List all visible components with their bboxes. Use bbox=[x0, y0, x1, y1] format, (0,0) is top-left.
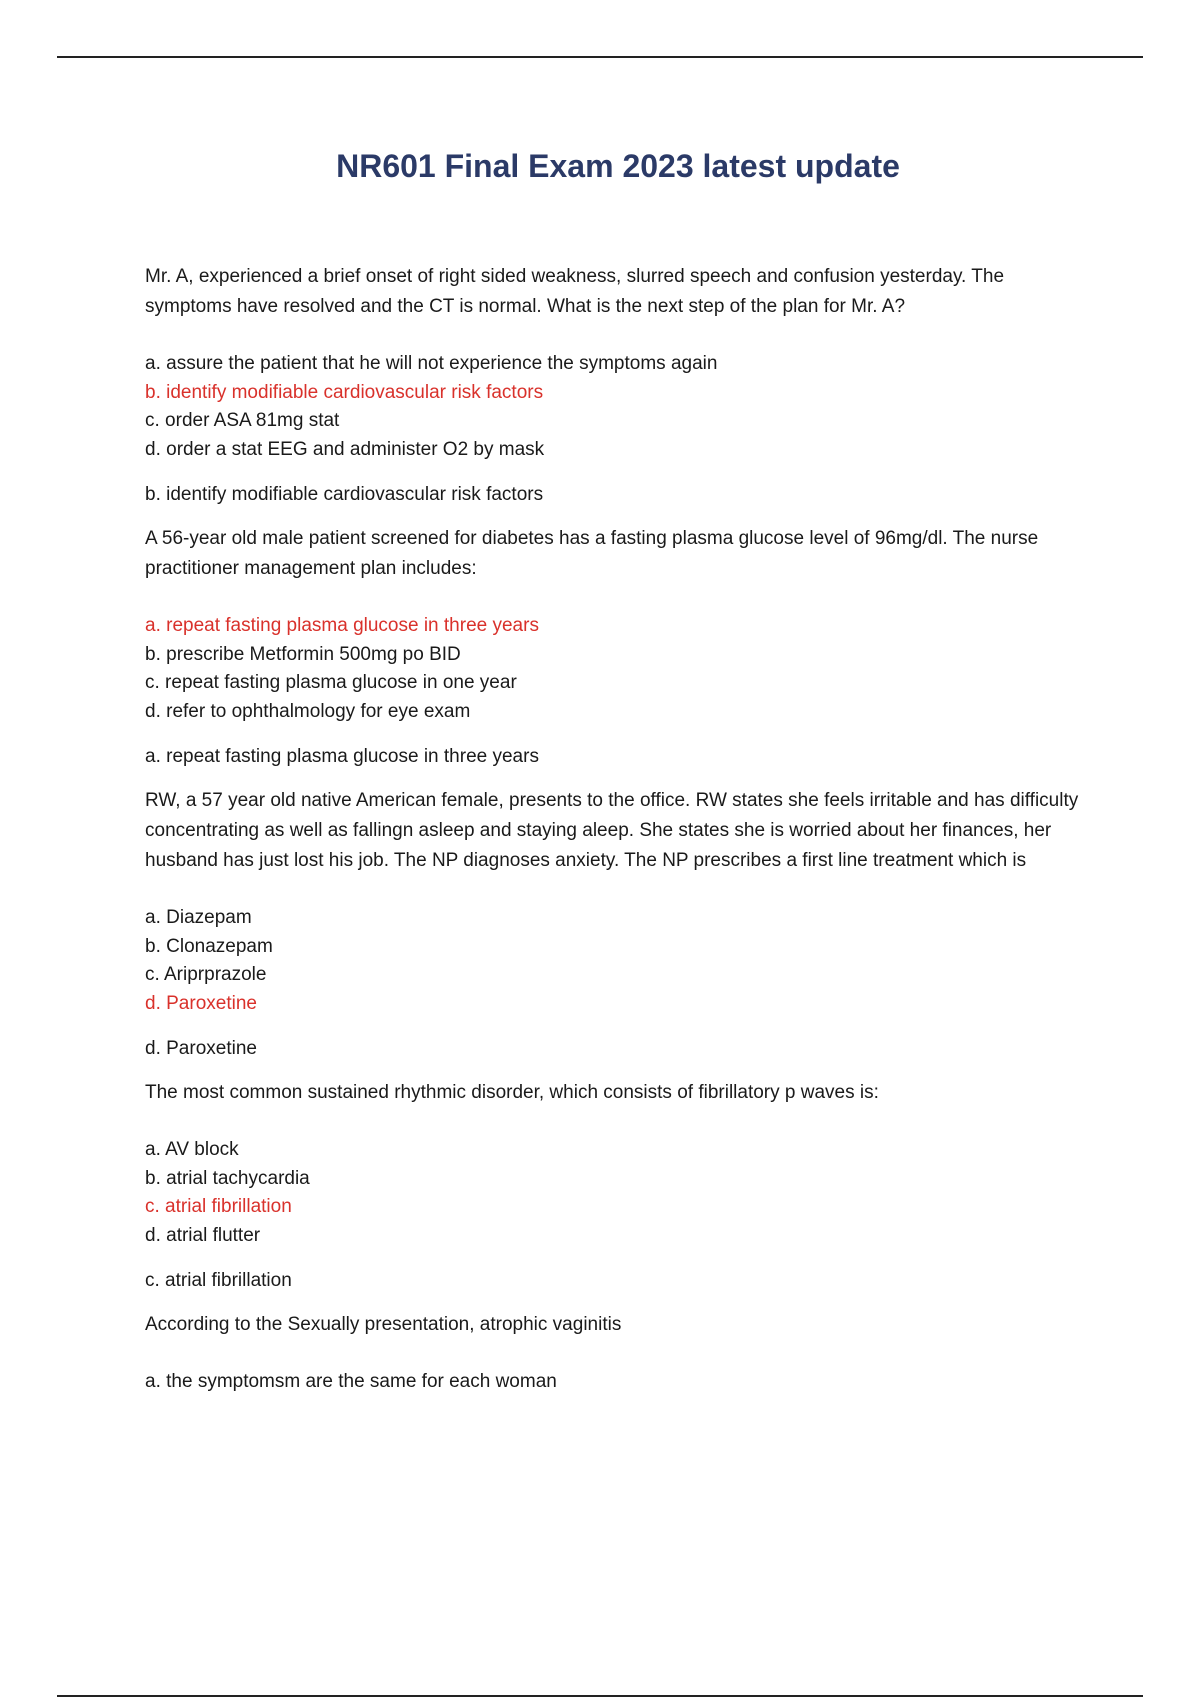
option-d: d. refer to ophthalmology for eye exam bbox=[145, 700, 471, 722]
answer-text: c. atrial fibrillation bbox=[145, 1270, 292, 1291]
answer-text: a. repeat fasting plasma glucose in three years bbox=[145, 746, 539, 767]
option-a: a. assure the patient that he will not experience the symptoms again bbox=[145, 353, 718, 374]
option-c: c. Ariprprazole bbox=[145, 964, 267, 985]
option-d: d. atrial flutter bbox=[145, 1224, 261, 1246]
option-a: a. the symptomsm are the same for each woman bbox=[145, 1371, 557, 1392]
option-c: c. order ASA 81mg stat bbox=[145, 410, 340, 431]
question-text: Mr. A, experienced a brief onset of right sided weakness, slurred speech and confusion yesterday. The symptoms have resolved and the CT is normal. What is the next step of the plan for Mr. A? bbox=[145, 266, 1005, 317]
option-a-correct: a. repeat fasting plasma glucose in three years bbox=[145, 615, 539, 636]
answer-text: b. identify modifiable cardiovascular risk factors bbox=[145, 484, 544, 505]
option-d-correct: d. Paroxetine bbox=[145, 992, 257, 1014]
option-b: b. Clonazepam bbox=[145, 935, 273, 957]
option-list bbox=[145, 612, 1085, 726]
option-b: b. atrial tachycardia bbox=[145, 1167, 310, 1189]
question-block-3 bbox=[145, 786, 1085, 1064]
option-a: a. AV block bbox=[145, 1139, 239, 1160]
question-text: A 56-year old male patient screened for diabetes has a fasting plasma glucose level of 96mg/dl. The nurse practitioner management plan includes: bbox=[145, 528, 1039, 579]
question-text: RW, a 57 year old native American female, presents to the office. RW states she feels irritable and has difficulty concentrating as well as fallingn asleep and staying aleep. She states she is worried about her finances, her husband has just lost his job. The NP diagnoses anxiety. The NP prescribes a first line treatment which is bbox=[145, 790, 1079, 871]
top-rule bbox=[57, 56, 1143, 58]
question-block-1 bbox=[145, 262, 1085, 510]
option-b: b. prescribe Metformin 500mg po BID bbox=[145, 643, 461, 665]
question-block-5 bbox=[145, 1310, 1085, 1397]
bottom-rule bbox=[57, 1695, 1143, 1697]
answer-text: d. Paroxetine bbox=[145, 1038, 257, 1059]
question-block-4 bbox=[145, 1078, 1085, 1296]
option-list bbox=[145, 1368, 1085, 1397]
option-a: a. Diazepam bbox=[145, 907, 252, 928]
question-text: According to the Sexually presentation, atrophic vaginitis bbox=[145, 1314, 622, 1335]
document-body bbox=[145, 262, 1085, 1413]
option-c-correct: c. atrial fibrillation bbox=[145, 1196, 292, 1217]
question-block-2 bbox=[145, 524, 1085, 772]
option-b-correct: b. identify modifiable cardiovascular risk factors bbox=[145, 381, 544, 403]
option-list bbox=[145, 904, 1085, 1018]
option-list bbox=[145, 350, 1085, 464]
page-title: NR601 Final Exam 2023 latest update bbox=[336, 148, 900, 184]
question-text: The most common sustained rhythmic disorder, which consists of fibrillatory p waves is: bbox=[145, 1082, 879, 1103]
option-list bbox=[145, 1136, 1085, 1250]
option-d: d. order a stat EEG and administer O2 by mask bbox=[145, 438, 545, 460]
option-c: c. repeat fasting plasma glucose in one year bbox=[145, 672, 517, 693]
